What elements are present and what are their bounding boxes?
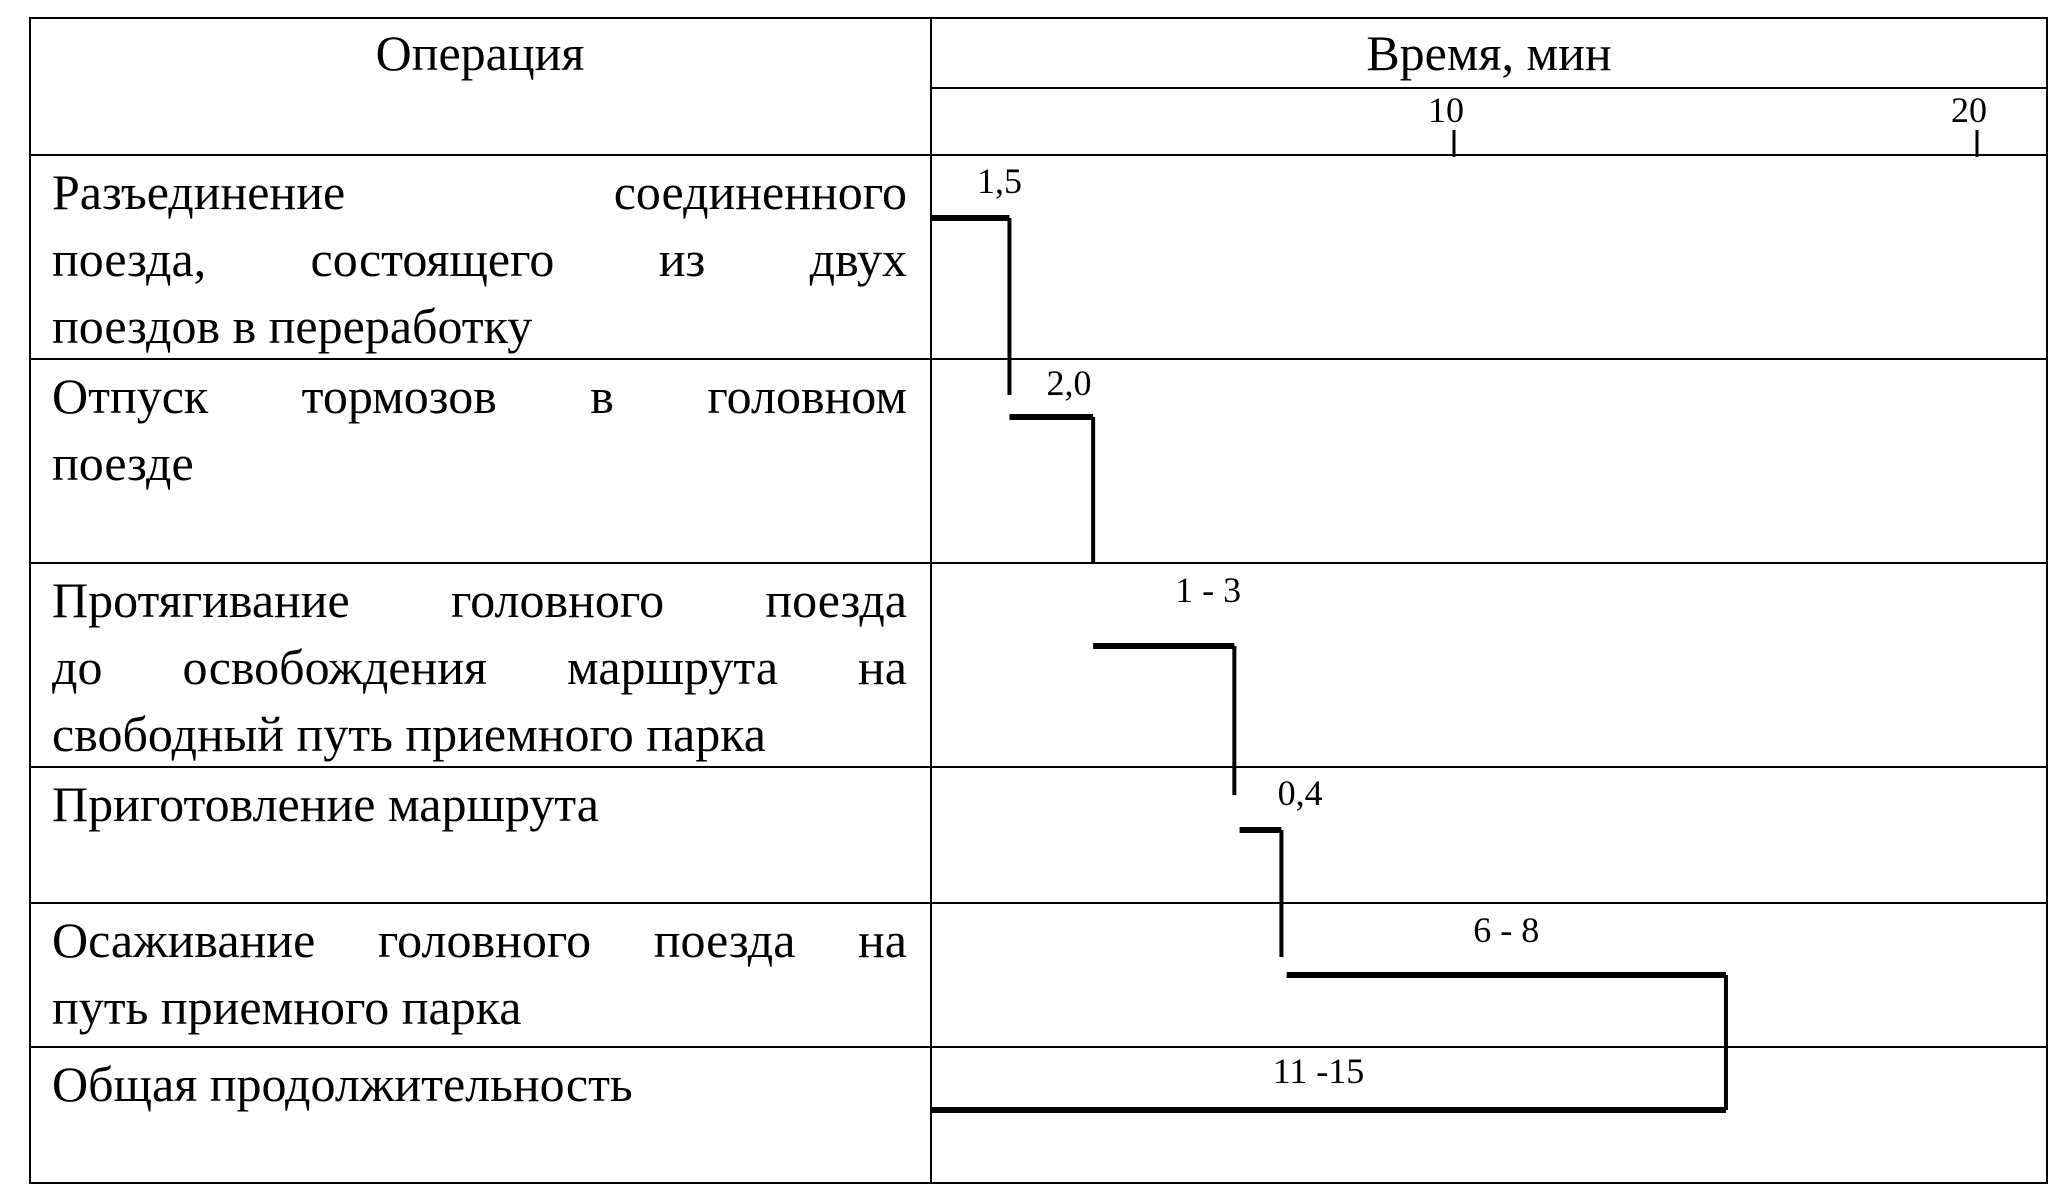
operation-column-header: Операция	[375, 25, 585, 81]
duration-label: 6 - 8	[1473, 910, 1540, 950]
operation-label-line: Разъединение соединенного	[52, 164, 907, 220]
axis-tick-label: 10	[1428, 90, 1464, 130]
operation-label	[52, 567, 907, 768]
operation-label-line: свободный путь приемного парка	[52, 706, 766, 762]
operation-label	[52, 907, 907, 1041]
operation-label-line: Приготовление маршрута	[52, 776, 599, 832]
operation-label-line: поезда, состоящего из двух	[52, 231, 907, 287]
operation-label-line: Осаживание головного поезда на	[52, 912, 907, 968]
operation-label	[52, 771, 907, 838]
duration-label: 2,0	[1046, 363, 1092, 403]
time-column-header: Время, мин	[1366, 25, 1612, 81]
duration-label: 1 - 3	[1175, 570, 1242, 610]
axis-tick-label: 20	[1951, 90, 1987, 130]
operation-label-line: Отпуск тормозов в головном	[52, 368, 907, 424]
operation-label	[52, 159, 907, 360]
duration-label: 1,5	[977, 161, 1022, 201]
operation-label-line: поезде	[52, 435, 194, 491]
operation-label	[52, 363, 907, 497]
duration-label: 11 -15	[1272, 1051, 1365, 1091]
operation-label-line: поездов в переработку	[52, 298, 533, 354]
time-axis-ticks	[1428, 90, 1987, 157]
operation-label-line: путь приемного парка	[52, 979, 522, 1035]
duration-label: 0,4	[1277, 773, 1323, 813]
operation-label-line: Общая продолжительность	[52, 1056, 633, 1112]
operation-label	[52, 1051, 907, 1118]
operation-label-line: до освобождения маршрута на	[52, 639, 907, 695]
operation-label-line: Протягивание головного поезда	[52, 572, 907, 628]
duration-segments	[931, 161, 1726, 1110]
